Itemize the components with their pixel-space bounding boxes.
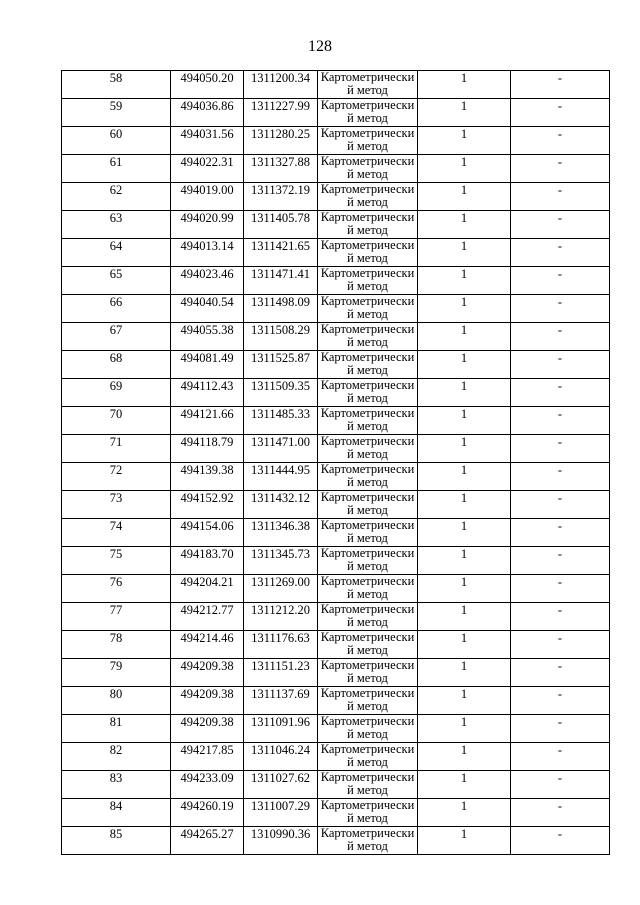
note-cell: -	[511, 71, 610, 99]
x-coordinate-cell: 494022.31	[171, 155, 244, 183]
x-coordinate-cell: 494152.92	[171, 491, 244, 519]
method-cell: Картометрически й метод	[318, 659, 418, 687]
accuracy-cell: 1	[418, 827, 511, 855]
note-cell: -	[511, 323, 610, 351]
table-row	[62, 155, 610, 183]
y-coordinate-cell: 1311509.35	[244, 379, 318, 407]
y-coordinate-cell: 1311212.20	[244, 603, 318, 631]
table-row	[62, 519, 610, 547]
point-number-cell: 73	[62, 491, 171, 519]
method-cell: Картометрически й метод	[318, 603, 418, 631]
point-number-cell: 64	[62, 239, 171, 267]
accuracy-cell: 1	[418, 99, 511, 127]
accuracy-cell: 1	[418, 211, 511, 239]
point-number-cell: 72	[62, 463, 171, 491]
y-coordinate-cell: 1311372.19	[244, 183, 318, 211]
y-coordinate-cell: 1311498.09	[244, 295, 318, 323]
y-coordinate-cell: 1311176.63	[244, 631, 318, 659]
x-coordinate-cell: 494081.49	[171, 351, 244, 379]
method-cell: Картометрически й метод	[318, 99, 418, 127]
y-coordinate-cell: 1311007.29	[244, 799, 318, 827]
x-coordinate-cell: 494121.66	[171, 407, 244, 435]
x-coordinate-cell: 494023.46	[171, 267, 244, 295]
accuracy-cell: 1	[418, 771, 511, 799]
table-row	[62, 827, 610, 855]
table-row	[62, 687, 610, 715]
method-cell: Картометрически й метод	[318, 715, 418, 743]
x-coordinate-cell: 494212.77	[171, 603, 244, 631]
x-coordinate-cell: 494260.19	[171, 799, 244, 827]
method-cell: Картометрически й метод	[318, 295, 418, 323]
accuracy-cell: 1	[418, 631, 511, 659]
table-row	[62, 435, 610, 463]
accuracy-cell: 1	[418, 379, 511, 407]
x-coordinate-cell: 494183.70	[171, 547, 244, 575]
method-cell: Картометрически й метод	[318, 827, 418, 855]
x-coordinate-cell: 494019.00	[171, 183, 244, 211]
method-cell: Картометрически й метод	[318, 239, 418, 267]
point-number-cell: 69	[62, 379, 171, 407]
note-cell: -	[511, 799, 610, 827]
point-number-cell: 85	[62, 827, 171, 855]
point-number-cell: 67	[62, 323, 171, 351]
note-cell: -	[511, 99, 610, 127]
point-number-cell: 62	[62, 183, 171, 211]
method-cell: Картометрически й метод	[318, 71, 418, 99]
method-cell: Картометрически й метод	[318, 491, 418, 519]
y-coordinate-cell: 1311405.78	[244, 211, 318, 239]
note-cell: -	[511, 743, 610, 771]
accuracy-cell: 1	[418, 351, 511, 379]
table-row	[62, 295, 610, 323]
table-row	[62, 771, 610, 799]
note-cell: -	[511, 547, 610, 575]
method-cell: Картометрически й метод	[318, 155, 418, 183]
accuracy-cell: 1	[418, 799, 511, 827]
point-number-cell: 79	[62, 659, 171, 687]
note-cell: -	[511, 295, 610, 323]
note-cell: -	[511, 155, 610, 183]
point-number-cell: 60	[62, 127, 171, 155]
table-row	[62, 267, 610, 295]
y-coordinate-cell: 1311525.87	[244, 351, 318, 379]
table-row	[62, 743, 610, 771]
method-cell: Картометрически й метод	[318, 771, 418, 799]
x-coordinate-cell: 494217.85	[171, 743, 244, 771]
method-cell: Картометрически й метод	[318, 687, 418, 715]
table-row	[62, 463, 610, 491]
accuracy-cell: 1	[418, 239, 511, 267]
table-row	[62, 659, 610, 687]
point-number-cell: 80	[62, 687, 171, 715]
y-coordinate-cell: 1311444.95	[244, 463, 318, 491]
y-coordinate-cell: 1310990.36	[244, 827, 318, 855]
y-coordinate-cell: 1311345.73	[244, 547, 318, 575]
x-coordinate-cell: 494209.38	[171, 687, 244, 715]
point-number-cell: 68	[62, 351, 171, 379]
x-coordinate-cell: 494214.46	[171, 631, 244, 659]
note-cell: -	[511, 575, 610, 603]
accuracy-cell: 1	[418, 267, 511, 295]
point-number-cell: 76	[62, 575, 171, 603]
accuracy-cell: 1	[418, 407, 511, 435]
note-cell: -	[511, 491, 610, 519]
y-coordinate-cell: 1311269.00	[244, 575, 318, 603]
method-cell: Картометрически й метод	[318, 435, 418, 463]
x-coordinate-cell: 494013.14	[171, 239, 244, 267]
note-cell: -	[511, 351, 610, 379]
x-coordinate-cell: 494050.20	[171, 71, 244, 99]
accuracy-cell: 1	[418, 127, 511, 155]
x-coordinate-cell: 494031.56	[171, 127, 244, 155]
y-coordinate-cell: 1311327.88	[244, 155, 318, 183]
point-number-cell: 84	[62, 799, 171, 827]
x-coordinate-cell: 494204.21	[171, 575, 244, 603]
table-row	[62, 799, 610, 827]
point-number-cell: 63	[62, 211, 171, 239]
table-row	[62, 183, 610, 211]
x-coordinate-cell: 494139.38	[171, 463, 244, 491]
y-coordinate-cell: 1311027.62	[244, 771, 318, 799]
method-cell: Картометрически й метод	[318, 407, 418, 435]
note-cell: -	[511, 463, 610, 491]
x-coordinate-cell: 494020.99	[171, 211, 244, 239]
accuracy-cell: 1	[418, 183, 511, 211]
accuracy-cell: 1	[418, 71, 511, 99]
table-row	[62, 351, 610, 379]
table-row	[62, 99, 610, 127]
accuracy-cell: 1	[418, 155, 511, 183]
method-cell: Картометрически й метод	[318, 799, 418, 827]
y-coordinate-cell: 1311485.33	[244, 407, 318, 435]
x-coordinate-cell: 494233.09	[171, 771, 244, 799]
point-number-cell: 59	[62, 99, 171, 127]
page-number: 128	[308, 38, 332, 55]
accuracy-cell: 1	[418, 463, 511, 491]
note-cell: -	[511, 267, 610, 295]
y-coordinate-cell: 1311151.23	[244, 659, 318, 687]
y-coordinate-cell: 1311280.25	[244, 127, 318, 155]
method-cell: Картометрически й метод	[318, 575, 418, 603]
method-cell: Картометрически й метод	[318, 379, 418, 407]
x-coordinate-cell: 494055.38	[171, 323, 244, 351]
point-number-cell: 77	[62, 603, 171, 631]
method-cell: Картометрически й метод	[318, 127, 418, 155]
accuracy-cell: 1	[418, 715, 511, 743]
point-number-cell: 70	[62, 407, 171, 435]
x-coordinate-cell: 494209.38	[171, 715, 244, 743]
note-cell: -	[511, 127, 610, 155]
x-coordinate-cell: 494265.27	[171, 827, 244, 855]
method-cell: Картометрически й метод	[318, 183, 418, 211]
point-number-cell: 71	[62, 435, 171, 463]
x-coordinate-cell: 494112.43	[171, 379, 244, 407]
table-row	[62, 407, 610, 435]
point-number-cell: 74	[62, 519, 171, 547]
table-row	[62, 547, 610, 575]
table-row	[62, 575, 610, 603]
x-coordinate-cell: 494036.86	[171, 99, 244, 127]
note-cell: -	[511, 659, 610, 687]
note-cell: -	[511, 687, 610, 715]
table-row	[62, 631, 610, 659]
accuracy-cell: 1	[418, 603, 511, 631]
note-cell: -	[511, 603, 610, 631]
accuracy-cell: 1	[418, 491, 511, 519]
y-coordinate-cell: 1311091.96	[244, 715, 318, 743]
coordinates-table	[61, 70, 610, 855]
accuracy-cell: 1	[418, 575, 511, 603]
y-coordinate-cell: 1311046.24	[244, 743, 318, 771]
table-row	[62, 211, 610, 239]
x-coordinate-cell: 494118.79	[171, 435, 244, 463]
y-coordinate-cell: 1311471.41	[244, 267, 318, 295]
y-coordinate-cell: 1311471.00	[244, 435, 318, 463]
accuracy-cell: 1	[418, 659, 511, 687]
note-cell: -	[511, 771, 610, 799]
table-row	[62, 323, 610, 351]
point-number-cell: 83	[62, 771, 171, 799]
accuracy-cell: 1	[418, 687, 511, 715]
table-row	[62, 71, 610, 99]
method-cell: Картометрически й метод	[318, 547, 418, 575]
note-cell: -	[511, 519, 610, 547]
x-coordinate-cell: 494154.06	[171, 519, 244, 547]
note-cell: -	[511, 407, 610, 435]
note-cell: -	[511, 827, 610, 855]
method-cell: Картометрически й метод	[318, 351, 418, 379]
accuracy-cell: 1	[418, 295, 511, 323]
y-coordinate-cell: 1311200.34	[244, 71, 318, 99]
note-cell: -	[511, 211, 610, 239]
y-coordinate-cell: 1311137.69	[244, 687, 318, 715]
x-coordinate-cell: 494209.38	[171, 659, 244, 687]
y-coordinate-cell: 1311421.65	[244, 239, 318, 267]
note-cell: -	[511, 183, 610, 211]
accuracy-cell: 1	[418, 743, 511, 771]
note-cell: -	[511, 379, 610, 407]
method-cell: Картометрически й метод	[318, 211, 418, 239]
method-cell: Картометрически й метод	[318, 267, 418, 295]
method-cell: Картометрически й метод	[318, 631, 418, 659]
note-cell: -	[511, 715, 610, 743]
table-row	[62, 127, 610, 155]
coordinates-table-body	[62, 71, 610, 855]
accuracy-cell: 1	[418, 323, 511, 351]
accuracy-cell: 1	[418, 435, 511, 463]
note-cell: -	[511, 631, 610, 659]
accuracy-cell: 1	[418, 519, 511, 547]
point-number-cell: 78	[62, 631, 171, 659]
method-cell: Картометрически й метод	[318, 323, 418, 351]
note-cell: -	[511, 239, 610, 267]
table-row	[62, 715, 610, 743]
method-cell: Картометрически й метод	[318, 463, 418, 491]
point-number-cell: 61	[62, 155, 171, 183]
point-number-cell: 82	[62, 743, 171, 771]
y-coordinate-cell: 1311227.99	[244, 99, 318, 127]
table-row	[62, 379, 610, 407]
table-row	[62, 239, 610, 267]
table-row	[62, 603, 610, 631]
method-cell: Картометрически й метод	[318, 743, 418, 771]
table-row	[62, 491, 610, 519]
point-number-cell: 66	[62, 295, 171, 323]
note-cell: -	[511, 435, 610, 463]
x-coordinate-cell: 494040.54	[171, 295, 244, 323]
y-coordinate-cell: 1311346.38	[244, 519, 318, 547]
y-coordinate-cell: 1311508.29	[244, 323, 318, 351]
point-number-cell: 65	[62, 267, 171, 295]
point-number-cell: 75	[62, 547, 171, 575]
accuracy-cell: 1	[418, 547, 511, 575]
point-number-cell: 81	[62, 715, 171, 743]
method-cell: Картометрически й метод	[318, 519, 418, 547]
y-coordinate-cell: 1311432.12	[244, 491, 318, 519]
point-number-cell: 58	[62, 71, 171, 99]
